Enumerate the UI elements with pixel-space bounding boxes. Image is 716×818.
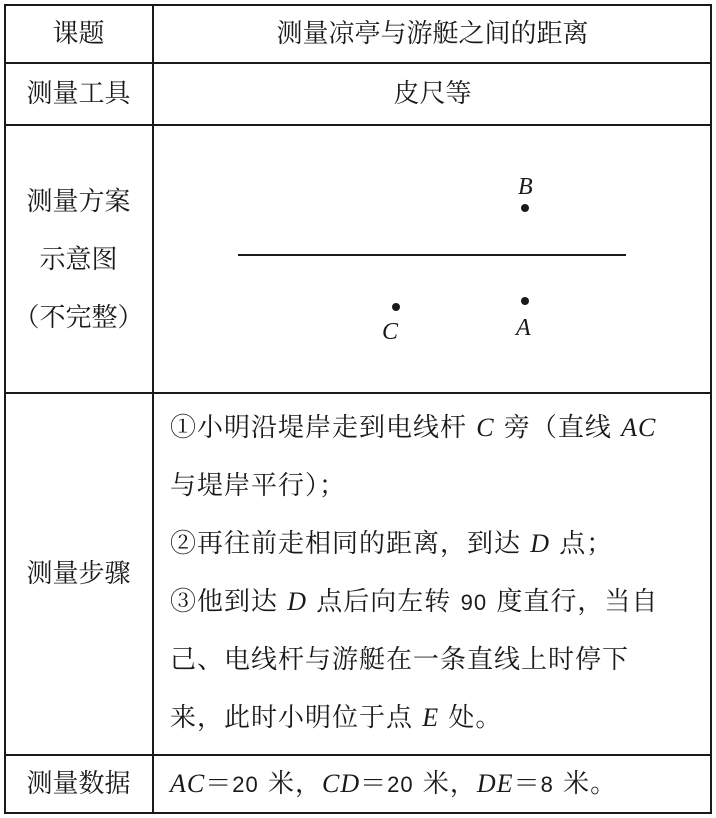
data-unit-1: 米， [258, 769, 322, 799]
table-row-divider-2 [4, 124, 712, 126]
data-unit-2: 米， [413, 769, 477, 799]
data-eq-1: ＝ [205, 769, 233, 799]
step3-line1 [170, 584, 658, 621]
step1-text-c: 与堤岸平行）； [170, 471, 347, 501]
step1-var-ac: AC [621, 413, 657, 442]
point-b-dot [521, 204, 529, 212]
table-row-divider-3 [4, 392, 712, 394]
point-b-label: B [518, 174, 533, 200]
step2-var-d: D [530, 529, 551, 558]
point-a-label: A [516, 315, 531, 341]
point-c-label: C [382, 319, 399, 345]
step1-var-c: C [476, 413, 495, 442]
step2-line [170, 526, 613, 562]
step2-text-a: ②再往前走相同的距离，到达 [170, 529, 531, 559]
data-num-cd: 20 [387, 772, 414, 797]
step1-line2 [170, 468, 346, 504]
table-row-divider-4 [4, 754, 712, 756]
step3-text-c: 度直行，当自 [487, 587, 659, 617]
topic-label: 课题 [52, 19, 105, 49]
step3-var-e: E [422, 703, 440, 732]
scheme-diagram [155, 128, 710, 390]
data-values [170, 766, 617, 803]
data-eq-3: ＝ [513, 769, 541, 799]
step3-text-d: 己、电线杆与游艇在一条直线上时停下 [170, 645, 630, 675]
step3-line2 [170, 642, 629, 678]
data-label: 测量数据 [26, 769, 131, 799]
step1-line1 [170, 410, 656, 446]
steps-label: 测量步骤 [26, 559, 131, 589]
data-var-ac: AC [170, 769, 206, 798]
point-a-dot [521, 297, 529, 305]
data-num-ac: 20 [232, 772, 259, 797]
diagram-label-line3: （不完整） [13, 303, 144, 333]
step2-text-b: 点； [550, 529, 614, 559]
step3-num-90: 90 [460, 590, 488, 615]
diagram-label-line2: 示意图 [39, 245, 118, 275]
step3-line3 [170, 700, 502, 736]
topic-value: 测量凉亭与游艇之间的距离 [276, 19, 589, 49]
point-c-dot [392, 303, 400, 311]
step3-text-b: 点后向左转 [307, 587, 461, 617]
tools-value: 皮尺等 [393, 79, 472, 109]
step3-var-d: D [287, 587, 308, 616]
table-border-top [4, 4, 712, 6]
data-num-de: 8 [540, 772, 554, 797]
data-unit-3: 米。 [553, 769, 618, 799]
data-var-cd: CD [322, 769, 361, 798]
table-border-bottom [4, 812, 712, 814]
table-row-divider-1 [4, 62, 712, 64]
step3-text-a: ③他到达 [170, 587, 288, 617]
diagram-label-line1: 测量方案 [26, 187, 131, 217]
step1-text-b: 旁（直线 [494, 413, 622, 443]
step3-text-f: 处。 [439, 703, 503, 733]
data-eq-2: ＝ [360, 769, 388, 799]
step1-text-a: ①小明沿堤岸走到电线杆 [170, 413, 477, 443]
tools-label: 测量工具 [26, 79, 131, 109]
data-var-de: DE [476, 769, 514, 798]
step3-text-e: 来，此时小明位于点 [170, 703, 423, 733]
